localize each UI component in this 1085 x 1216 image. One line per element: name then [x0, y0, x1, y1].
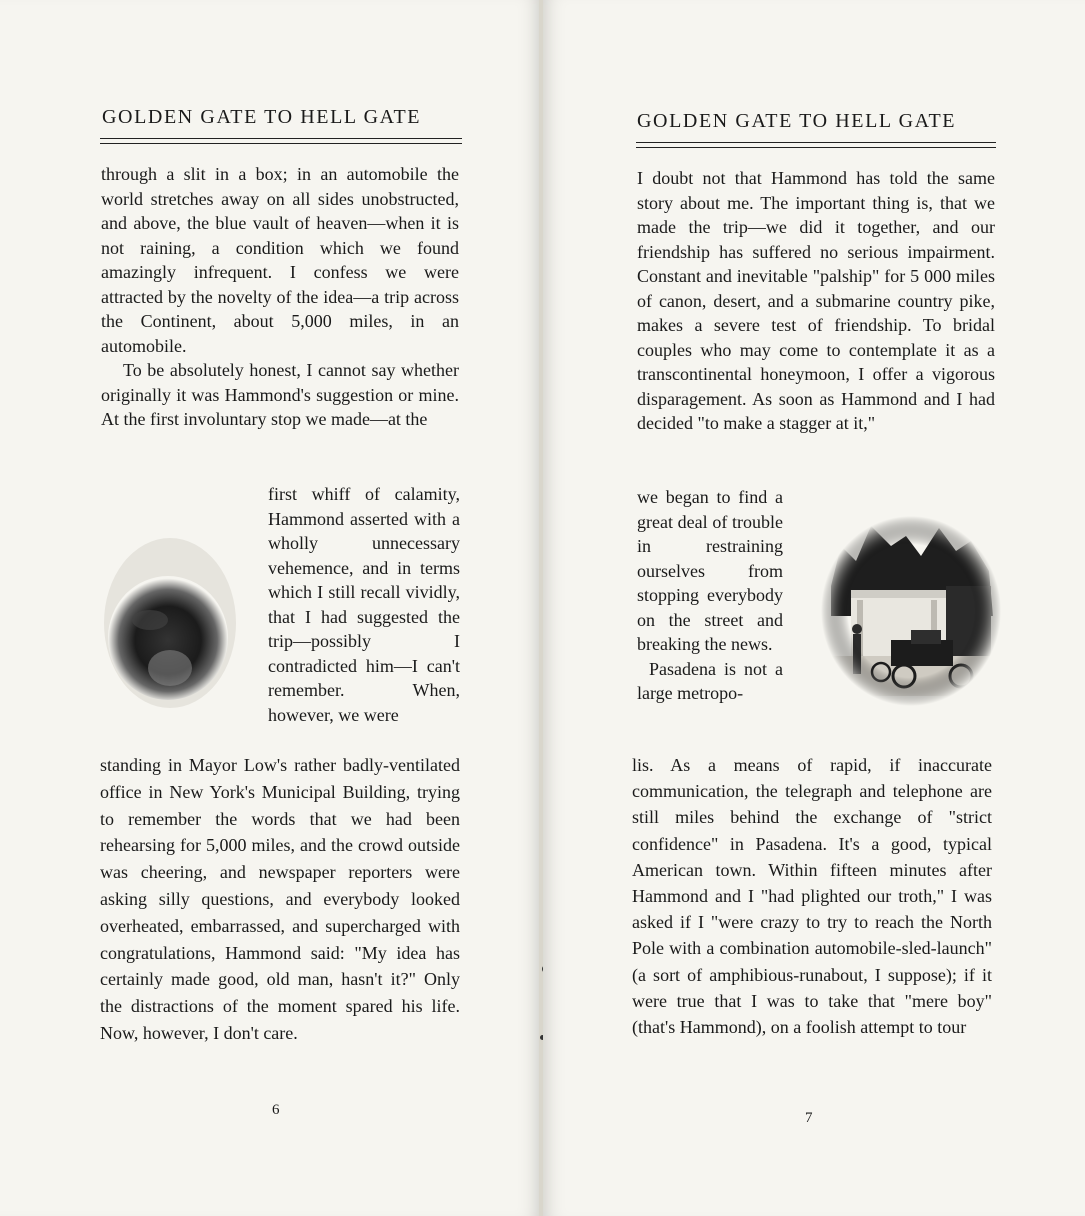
- paragraph: first whiff of calamity, Hammond asserted with a wholly unnecessary vehemence, and in terms which I still recall vividly, that I had suggested the trip—possibly I contradicted him—I can't remember. When, however, we were: [268, 484, 460, 725]
- body-text-top: [637, 166, 995, 436]
- paragraph: lis. As a means of rapid, if inaccurate communication, the telegraph and telephone are still miles behind the exchange of "strict confidence" in Pasadena. It's a good, typical American town. Within fifteen minutes after Hammond and I "had plighted our troth," I was asked if I "were crazy to try to reach the North Pole with a combination automobile-sled-launch" (a sort of amphibious-runabout, I suppose); if it were true that I was to take that "mere boy" (that's Hammond), on a foolish attempt to tour: [632, 755, 992, 1038]
- body-text-bottom: [632, 752, 992, 1040]
- page-number: 6: [272, 1102, 280, 1118]
- paragraph: To be absolutely honest, I cannot say whether originally it was Hammond's suggestion or mine. At the first involuntary stop we made—at the: [101, 360, 459, 429]
- header-rule: [100, 138, 462, 144]
- running-header: GOLDEN GATE TO HELL GATE: [637, 110, 957, 132]
- page-number: 7: [805, 1110, 813, 1126]
- right-page: [543, 0, 1085, 1216]
- body-text-side: [268, 482, 460, 727]
- left-page: [0, 0, 541, 1216]
- body-text-side: [637, 485, 783, 706]
- paragraph: we began to find a great deal of trouble in restraining ourselves from stopping everybody on the street and breaking the news.: [637, 487, 783, 654]
- header-rule: [636, 142, 996, 148]
- running-header: GOLDEN GATE TO HELL GATE: [102, 106, 422, 128]
- paragraph: through a slit in a box; in an automobile the world stretches away on all sides unobstructed, and above, the blue vault of heaven—when it is not raining, a condition which we found amazingly infrequent. I confess we were attracted by the novelty of the idea—a trip across the Continent, about 5,000 miles, in an automobile.: [101, 164, 459, 356]
- paragraph: Pasadena is not a large metropo-: [637, 658, 783, 703]
- paragraph: I doubt not that Hammond has told the same story about me. The important thing is, that we made the trip—we did it together, and our friendship has suffered no serious impairment. Constant and inevitable "palship" for 5 000 miles of canon, desert, and a submarine country pike, makes a severe test of friendship. To bridal couples who may come to contemplate it as a transcontinental honeymoon, I offer a vigorous disparagement. As soon as Hammond and I had decided "to make a stagger at it,": [637, 168, 995, 433]
- automobile-photo: [821, 516, 1001, 706]
- body-text-bottom: [100, 752, 460, 1047]
- vignette-photo: [100, 528, 240, 718]
- body-text-top: [101, 162, 459, 432]
- paragraph: standing in Mayor Low's rather badly-ventilated office in New York's Municipal Building, trying to remember the words that we had been rehearsing for 5,000 miles, and the crowd outside was cheering, and newspaper reporters were asking silly questions, and everybody looked overheated, embarrassed, and supercharged with congratulations, Hammond said: "My idea has certainly made good, old man, hasn't it?" Only the distractions of the moment spared his life. Now, however, I don't care.: [100, 755, 460, 1043]
